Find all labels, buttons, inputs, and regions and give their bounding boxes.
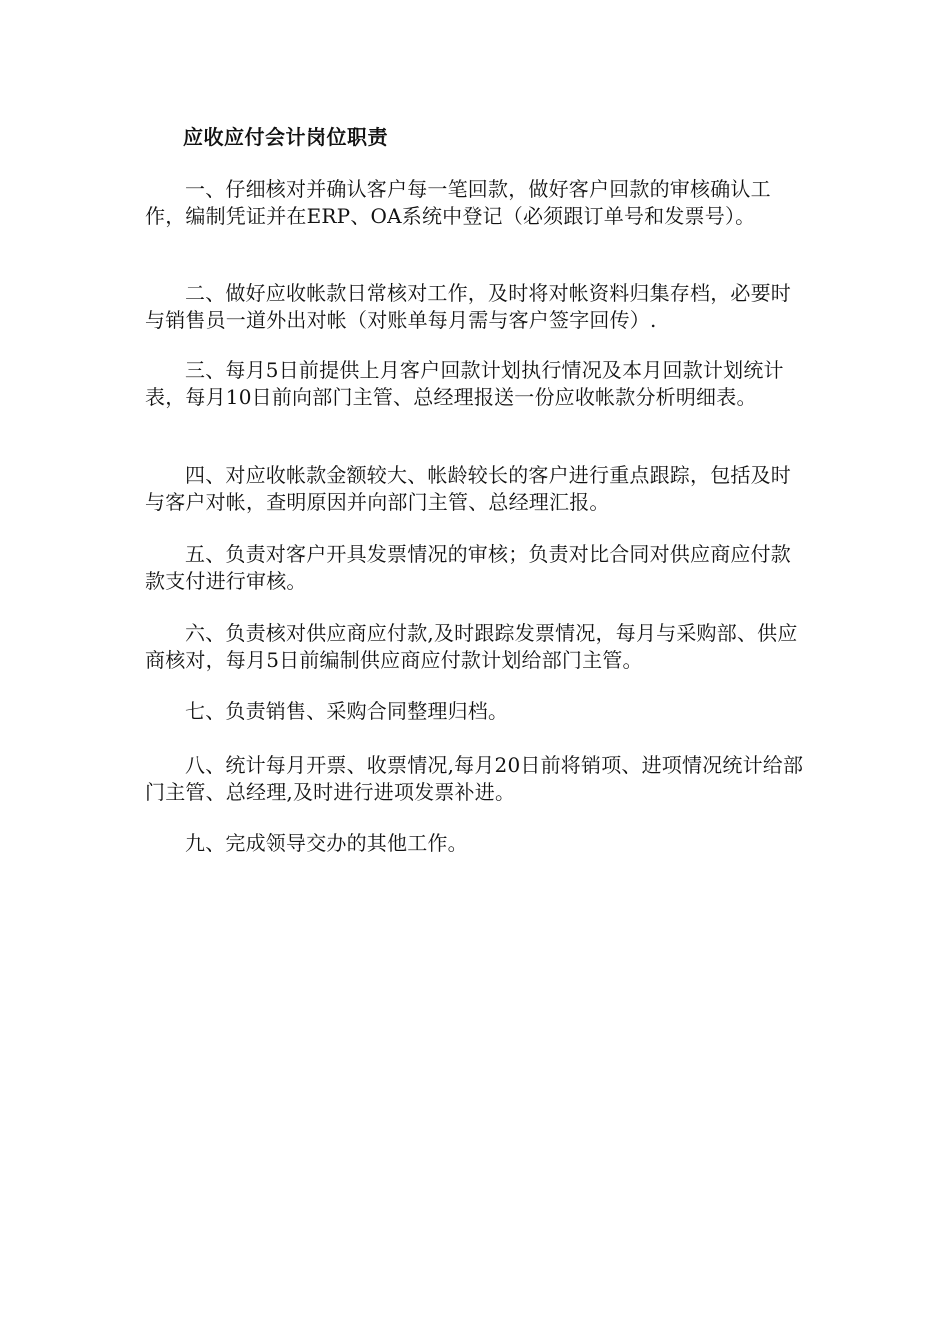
duty-paragraph-2: 二、做好应收帐款日常核对工作，及时将对帐资料归集存档，必要时与销售员一道外出对帐（对账单每月需与客户签字回传）.: [145, 281, 791, 332]
duty-paragraph-6: 六、负责核对供应商应付款,及时跟踪发票情况，每月与采购部、供应商核对，每月5日前编制供应商应付款计划给部门主管。: [145, 621, 798, 672]
document-title: 应收应付会计岗位职责: [183, 125, 388, 149]
duty-paragraph-9: 九、完成领导交办的其他工作。: [185, 831, 468, 855]
duty-paragraph-3: 三、每月5日前提供上月客户回款计划执行情况及本月回款计划统计表，每月10日前向部门主管、总经理报送一份应收帐款分析明细表。: [145, 358, 784, 409]
duty-paragraph-7: 七、负责销售、采购合同整理归档。: [185, 699, 509, 723]
duty-paragraph-4: 四、对应收帐款金额较大、帐龄较长的客户进行重点跟踪，包括及时与客户对帐，查明原因并向部门主管、总经理汇报。: [145, 463, 791, 514]
duty-paragraph-5: 五、负责对客户开具发票情况的审核；负责对比合同对供应商应付款款支付进行审核。: [145, 542, 791, 593]
duty-paragraph-8: 八、统计每月开票、收票情况,每月20日前将销项、进项情况统计给部门主管、总经理,及时进行进项发票补进。: [145, 753, 804, 804]
duty-paragraph-1: 一、仔细核对并确认客户每一笔回款，做好客户回款的审核确认工作，编制凭证并在ERP、OA系统中登记（必须跟订单号和发票号）。: [145, 177, 771, 228]
